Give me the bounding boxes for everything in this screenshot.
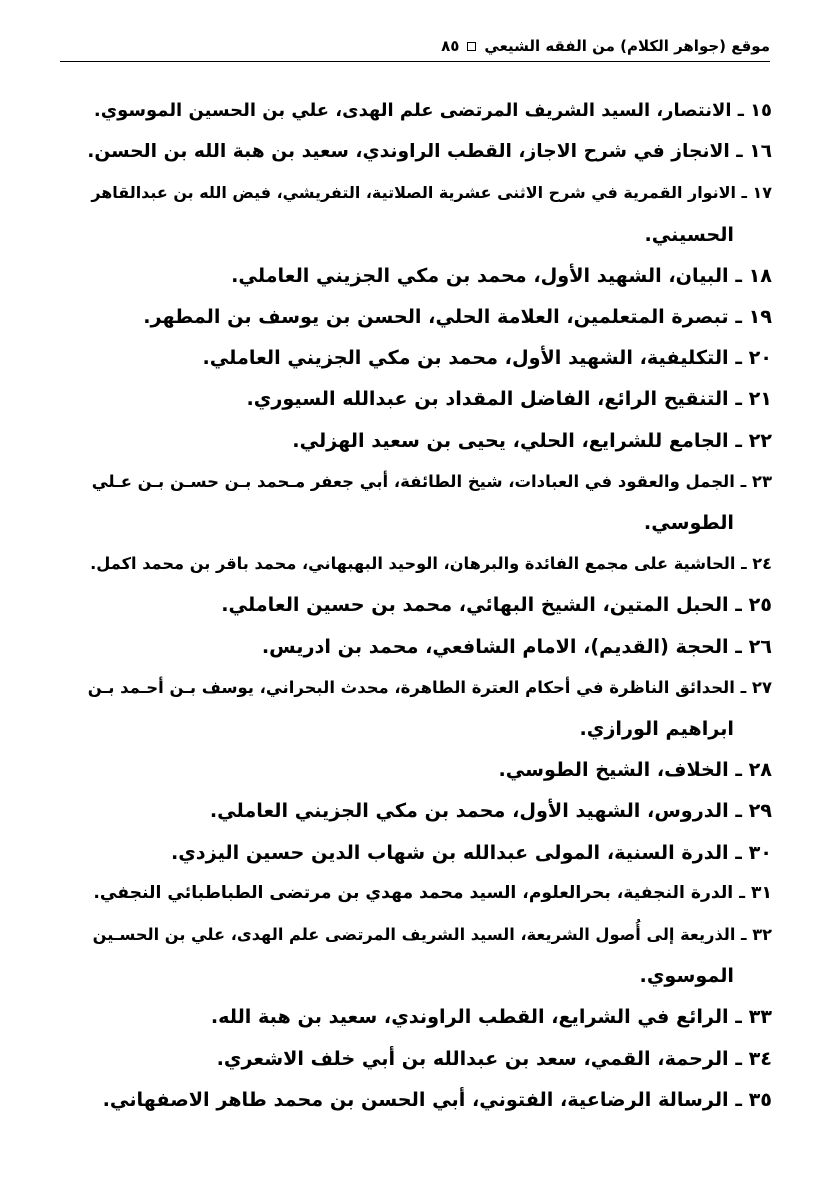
reference-entry-32-continuation: الموسوي. bbox=[639, 964, 734, 988]
reference-entry-21: ٢١ ـ التنقيح الرائع، الفاضل المقداد بن عبدالله السيوري. bbox=[246, 387, 772, 411]
reference-entry-25: ٢٥ ـ الحبل المتين، الشيخ البهائي، محمد بن حسين العاملي. bbox=[221, 593, 772, 617]
reference-entry-34: ٣٤ ـ الرحمة، القمي، سعد بن عبدالله بن أبي خلف الاشعري. bbox=[216, 1046, 772, 1070]
reference-entry-22: ٢٢ ـ الجامع للشرايع، الحلي، يحيى بن سعيد الهزلي. bbox=[292, 428, 772, 452]
reference-entry-35: ٣٥ ـ الرسالة الرضاعية، الفتوني، أبي الحسن بن محمد طاهر الاصفهاني. bbox=[102, 1087, 772, 1111]
reference-entry-16: ١٦ ـ الانجاز في شرح الاجاز، القطب الراوندي، سعيد بن هبة الله بن الحسن. bbox=[87, 141, 772, 163]
reference-entry-29: ٢٩ ـ الدروس، الشهيد الأول، محمد بن مكي الجزيني العاملي. bbox=[209, 799, 772, 823]
reference-entry-27: ٢٧ ـ الحدائق الناظرة في أحكام العترة الطاهرة، محدث البحراني، يوسف بـن أحـمد بـن bbox=[87, 677, 772, 697]
reference-entry-33: ٣٣ ـ الرائع في الشرايع، القطب الراوندي، سعيد بن هبة الله. bbox=[210, 1005, 772, 1029]
reference-entry-30: ٣٠ ـ الدرة السنية، المولى عبدالله بن شهاب الدين حسين اليزدي. bbox=[170, 840, 772, 864]
reference-list bbox=[88, 90, 772, 1120]
reference-entry-26: ٢٦ ـ الحجة (القديم)، الامام الشافعي، محمد بن ادريس. bbox=[261, 634, 772, 658]
reference-entry-27-continuation: ابراهيم الورازي. bbox=[579, 717, 734, 741]
page-number: ٨٥ bbox=[441, 37, 460, 55]
reference-entry-15: ١٥ ـ الانتصار، السيد الشريف المرتضى علم الهدى، علي بن الحسين الموسوي. bbox=[93, 100, 772, 121]
reference-entry-32: ٣٢ ـ الذريعة إلى أُصول الشريعة، السيد الشريف المرتضى علم الهدى، علي بن الحسـين bbox=[92, 925, 772, 945]
reference-entry-23: ٢٣ ـ الجمل والعقود في العبادات، شيخ الطائفة، أبي جعفر مـحمد بـن حسـن بـن عـلي bbox=[91, 471, 772, 491]
header-title: موقع (جواهر الكلام) من الفقه الشيعي bbox=[484, 37, 770, 55]
reference-entry-19: ١٩ ـ تبصرة المتعلمين، العلامة الحلي، الحسن بن يوسف بن المطهر. bbox=[143, 305, 772, 329]
reference-entry-31: ٣١ ـ الدرة النجفية، بحرالعلوم، السيد محمد مهدي بن مرتضى الطباطبائي النجفي. bbox=[93, 882, 772, 903]
reference-entry-20: ٢٠ ـ التكليفية، الشهيد الأول، محمد بن مكي الجزيني العاملي. bbox=[202, 346, 772, 370]
running-header bbox=[60, 32, 770, 60]
header-rule bbox=[60, 61, 770, 62]
reference-entry-23-continuation: الطوسي. bbox=[643, 511, 734, 535]
reference-entry-24: ٢٤ ـ الحاشية على مجمع الفائدة والبرهان، الوحيد البهبهاني، محمد باقر بن محمد اكمل. bbox=[90, 554, 772, 574]
reference-entry-18: ١٨ ـ البيان، الشهيد الأول، محمد بن مكي الجزيني العاملي. bbox=[231, 263, 772, 287]
reference-entry-17-continuation: الحسيني. bbox=[644, 222, 734, 246]
reference-entry-28: ٢٨ ـ الخلاف، الشيخ الطوسي. bbox=[498, 758, 772, 782]
reference-entry-17: ١٧ ـ الانوار القمرية في شرح الاثنى عشرية الصلاتية، التفريشي، فيض الله بن عبدالقاهر bbox=[91, 183, 772, 203]
header-square-icon bbox=[467, 42, 476, 51]
